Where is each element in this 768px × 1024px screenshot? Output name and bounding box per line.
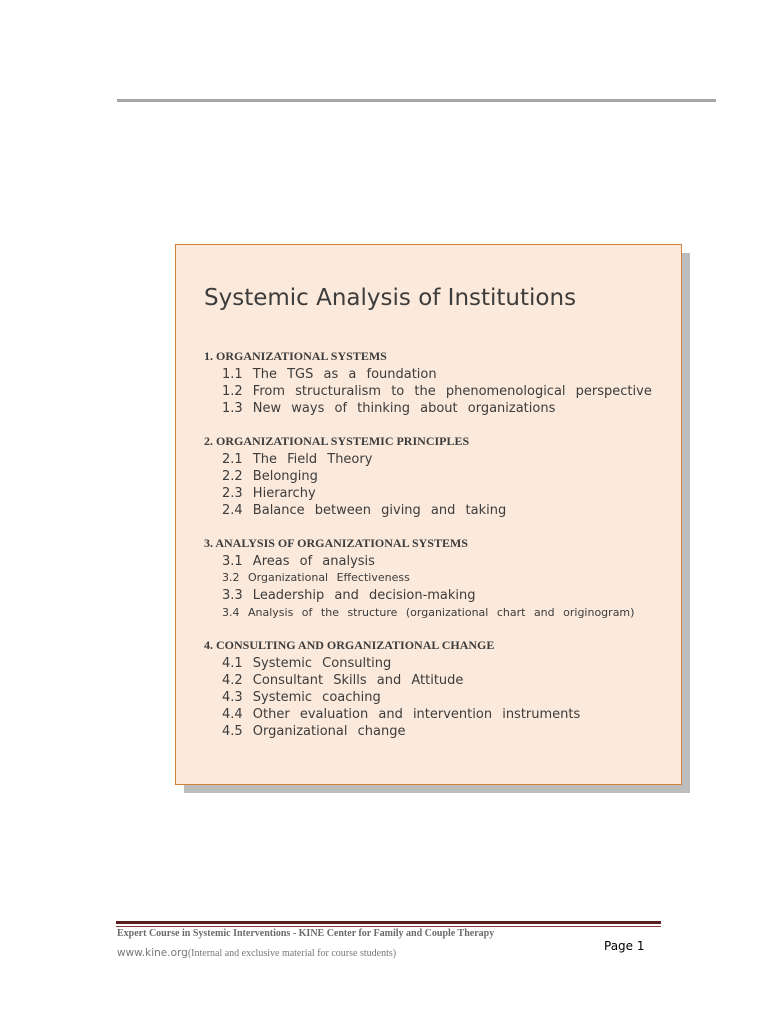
list-item: 2.2 Belonging [222, 469, 318, 484]
footer-rule [116, 921, 661, 924]
section-systemic-principles [204, 433, 507, 518]
list-item: 3.4 Analysis of the structure (organizational chart and originogram) [222, 606, 635, 619]
footer-rule-thin [116, 926, 661, 927]
document-title: Systemic Analysis of Institutions [204, 285, 577, 311]
list-item: 2.3 Hierarchy [222, 486, 316, 501]
content-box [175, 244, 682, 785]
footer-course-title: Expert Course in Systemic Interventions - KINE Center for Family and Couple Therapy [117, 928, 495, 939]
section-consulting [204, 637, 581, 739]
list-item: 4.4 Other evaluation and intervention instruments [222, 707, 581, 722]
list-item: 3.2 Organizational Effectiveness [222, 571, 410, 584]
section-analysis [204, 535, 635, 619]
list-item: 3.3 Leadership and decision-making [222, 588, 476, 603]
page-number: Page 1 [604, 939, 645, 953]
section-heading: 1. ORGANIZATIONAL SYSTEMS [204, 349, 387, 363]
list-item: 4.3 Systemic coaching [222, 690, 381, 705]
list-item: 1.3 New ways of thinking about organizations [222, 401, 556, 416]
section-heading: 4. CONSULTING AND ORGANIZATIONAL CHANGE [204, 638, 495, 652]
footer-url: www.kine.org [117, 947, 188, 959]
section-heading: 3. ANALYSIS OF ORGANIZATIONAL SYSTEMS [204, 536, 468, 550]
list-item: 3.1 Areas of analysis [222, 554, 375, 569]
section-organizational-systems [204, 348, 652, 416]
list-item: 4.5 Organizational change [222, 724, 406, 739]
header-rule [117, 99, 716, 102]
list-item: 1.1 The TGS as a foundation [222, 367, 437, 382]
list-item: 2.4 Balance between giving and taking [222, 503, 507, 518]
footer-note: (Internal and exclusive material for course students) [187, 948, 397, 959]
list-item: 2.1 The Field Theory [222, 452, 373, 467]
list-item: 1.2 From structuralism to the phenomenological perspective [222, 384, 652, 399]
footer-source [117, 941, 396, 960]
list-item: 4.2 Consultant Skills and Attitude [222, 673, 464, 688]
list-item: 4.1 Systemic Consulting [222, 656, 392, 671]
section-heading: 2. ORGANIZATIONAL SYSTEMIC PRINCIPLES [204, 434, 470, 448]
